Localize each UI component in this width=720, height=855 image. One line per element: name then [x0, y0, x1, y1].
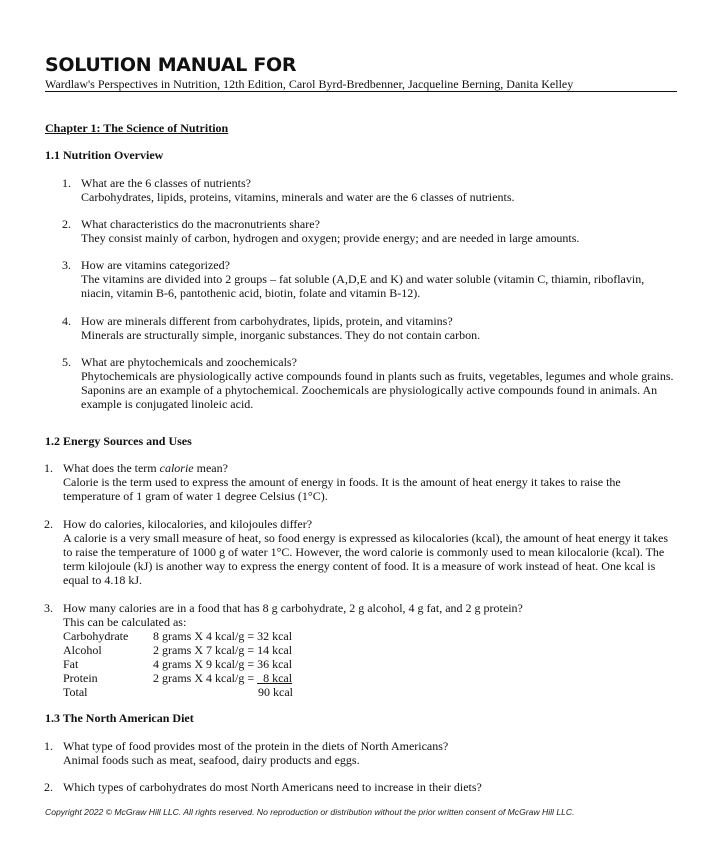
question-text: What are phytochemicals and zoochemicals?: [81, 355, 297, 369]
question-text: What characteristics do the macronutrients share?: [81, 217, 320, 231]
answer-text: A calorie is a very small measure of heat, so food energy is expressed as kilocalories (kcal), the amount of heat energy it takes to raise the temperature of 1000 g of water 1°C. However, the word calorie is commonly used to mean kilocalorie (kcal). The term kilojoule (kJ) is another way to express the energy content of food. It is a measure of work instead of heat. One kcal is equal to 4.18 kJ.: [63, 531, 669, 587]
calc-value: 2 grams X 4 kcal/g = 8 kcal: [153, 671, 293, 685]
calc-label: Carbohydrate: [63, 629, 129, 643]
answer-text: Animal foods such as meat, seafood, dairy products and eggs.: [63, 753, 360, 767]
question-text: What type of food provides most of the protein in the diets of North Americans?: [63, 739, 449, 753]
item-number: 2.: [62, 217, 71, 231]
question-text: Which types of carbohydrates do most North Americans need to increase in their diets?: [63, 780, 482, 794]
question-text: How are vitamins categorized?: [81, 258, 230, 272]
header-rule: [45, 91, 677, 92]
question-text: What are the 6 classes of nutrients?: [81, 176, 251, 190]
item-number: 5.: [62, 355, 71, 369]
question-text: How are minerals different from carbohydrates, lipids, protein, and vitamins?: [81, 314, 453, 328]
answer-text: Carbohydrates, lipids, proteins, vitamins, minerals and water are the 6 classes of nutrients.: [81, 190, 515, 204]
question-text: How many calories are in a food that has 8 g carbohydrate, 2 g alcohol, 4 g fat, and 2 g protein?: [63, 601, 523, 615]
answer-text: Calorie is the term used to express the amount of energy in foods. It is the amount of heat energy it takes to raise the temperature of 1 gram of water 1 degree Celsius (1°C).: [63, 475, 621, 503]
question-text: What does the term calorie mean?: [63, 461, 228, 475]
question-text: How do calories, kilocalories, and kilojoules differ?: [63, 517, 313, 531]
calc-label: Protein: [63, 671, 98, 685]
section-heading-1-2: 1.2 Energy Sources and Uses: [45, 434, 192, 448]
answer-text: Phytochemicals are physiologically active compounds found in plants such as fruits, vegetables, legumes and whole grains. Saponins are an example of a phytochemical. Zoochemicals are physiologically active compounds found in animals. An example is conjugated linoleic acid.: [81, 369, 674, 411]
answer-text: They consist mainly of carbon, hydrogen and oxygen; provide energy; and are needed in large amounts.: [81, 231, 580, 245]
item-number: 1.: [44, 461, 53, 475]
item-number: 2.: [44, 780, 53, 794]
calc-value: 8 grams X 4 kcal/g = 32 kcal: [153, 629, 293, 643]
section-heading-1-3: 1.3 The North American Diet: [45, 711, 194, 725]
answer-text: This can be calculated as:: [63, 615, 187, 629]
banner-title: SOLUTION MANUAL FOR: [45, 54, 297, 76]
calc-label: Alcohol: [63, 643, 102, 657]
calc-label: Total: [63, 685, 88, 699]
emphasized-term: calorie: [159, 461, 194, 475]
chapter-title: Chapter 1: The Science of Nutrition: [45, 121, 229, 135]
item-number: 3.: [62, 258, 71, 272]
calculation-table: [63, 629, 363, 699]
calc-value: 4 grams X 9 kcal/g = 36 kcal: [153, 657, 293, 671]
answer-text: The vitamins are divided into 2 groups – fat soluble (A,D,E and K) and water soluble (vitamin C, thiamin, riboflavin, niacin, vitamin B-6, pantothenic acid, biotin, folate and vitamin B-12).: [81, 272, 645, 300]
copyright-footer: Copyright 2022 © McGraw Hill LLC. All rights reserved. No reproduction or distribution without the prior written consent of McGraw Hill LLC.: [45, 807, 575, 817]
item-number: 4.: [62, 314, 71, 328]
section-heading-1-1: 1.1 Nutrition Overview: [45, 148, 164, 162]
answer-text: Minerals are structurally simple, inorganic substances. They do not contain carbon.: [81, 328, 481, 342]
calc-label: Fat: [63, 657, 79, 671]
item-number: 1.: [62, 176, 71, 190]
calc-value: 2 grams X 7 kcal/g = 14 kcal: [153, 643, 293, 657]
item-number: 2.: [44, 517, 53, 531]
book-subtitle: Wardlaw's Perspectives in Nutrition, 12th Edition, Carol Byrd-Bredbenner, Jacqueline Berning, Danita Kelley: [45, 77, 574, 91]
item-number: 3.: [44, 601, 53, 615]
underlined-value: 8 kcal: [257, 671, 293, 685]
item-number: 1.: [44, 739, 53, 753]
calc-total: 90 kcal: [258, 685, 293, 699]
